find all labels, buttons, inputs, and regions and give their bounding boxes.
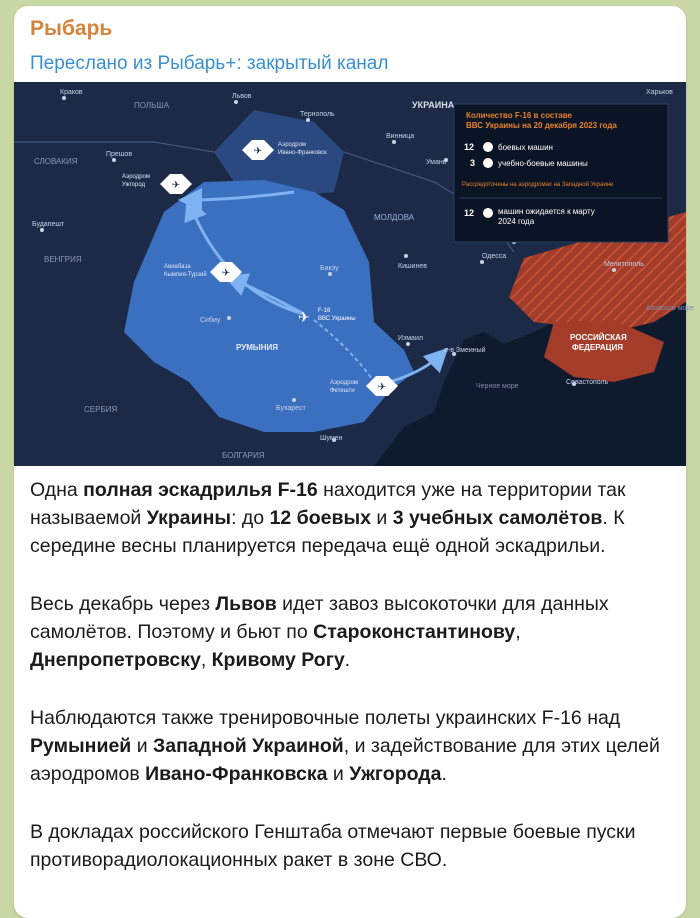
- city-dot: [406, 342, 410, 346]
- bold-run: Ивано-Франковска: [145, 763, 328, 785]
- text-run: .: [344, 649, 351, 671]
- bold-run: 3 учебных самолётов: [392, 507, 603, 529]
- city-melitopol: Мелитополь: [604, 261, 644, 268]
- text-run: Наблюдаются также тренировочные полеты украинских F-16 над: [30, 707, 621, 729]
- country-slovakia: СЛОВАКИЯ: [34, 157, 78, 166]
- info-title-line1: Количество F-16 в составе: [466, 111, 572, 120]
- svg-text:Ивано-Франковск: Ивано-Франковск: [278, 150, 327, 156]
- plane-icon: [483, 158, 493, 168]
- country-ukraine: УКРАИНА: [412, 100, 455, 110]
- text-run: находится уже на территории так называемой: [30, 479, 626, 529]
- bold-run: Украины: [146, 507, 232, 529]
- message-bubble: [14, 6, 695, 918]
- text-run: Весь декабрь через: [30, 593, 216, 615]
- country-poland: ПОЛЬША: [134, 101, 170, 110]
- expected-line1: машин ожидается к марту: [498, 207, 595, 216]
- svg-text:Фетешти: Фетешти: [330, 388, 355, 394]
- country-russia-line2: ФЕДЕРАЦИЯ: [572, 343, 623, 352]
- svg-text:Ужгород: Ужгород: [122, 182, 146, 188]
- text-run: и: [131, 735, 154, 757]
- text-run: и: [327, 763, 350, 785]
- text-run: ,: [200, 649, 212, 671]
- city-uman: Умань: [426, 159, 447, 166]
- text-run: и: [370, 507, 393, 529]
- country-bulgaria: БОЛГАРИЯ: [222, 451, 265, 460]
- message-header: [14, 6, 686, 76]
- text-run: В докладах российского Генштаба отмечают первые боевые пуски противорадиолокационных ракет в зоне СВО.: [30, 821, 636, 871]
- training-count: 3: [470, 158, 476, 168]
- text-run: . К середине весны планируется передача ещё одной эскадрильи.: [30, 507, 625, 557]
- bold-run: Староконстантинову: [313, 621, 516, 643]
- svg-text:Авиабаза: Авиабаза: [164, 264, 191, 270]
- city-ternopil: Тернополь: [300, 111, 335, 118]
- city-dot: [234, 100, 238, 104]
- text-run: Одна: [30, 479, 84, 501]
- text-run: , и задействование для этих целей аэродромов: [30, 735, 660, 785]
- city-krakow: Краков: [60, 89, 83, 96]
- city-bucharest: Бухарест: [276, 405, 306, 412]
- city-sibiu: Сибиу: [200, 317, 221, 324]
- message-text: [30, 476, 674, 904]
- paragraph-1: [30, 476, 674, 560]
- svg-text:Аэродром: Аэродром: [122, 174, 151, 180]
- plane-icon: ✈: [171, 180, 181, 191]
- bold-run: полная эскадрилья F-16: [83, 479, 318, 501]
- plane-icon: [483, 142, 493, 152]
- country-hungary: ВЕНГРИЯ: [44, 255, 82, 264]
- city-odessa: Одесса: [482, 253, 507, 260]
- svg-text:F-16: F-16: [318, 308, 331, 314]
- bold-run: Днепропетровску: [30, 649, 201, 671]
- combat-label: боевых машин: [498, 143, 553, 152]
- city-presov: Прешов: [106, 151, 133, 158]
- forwarded-prefix: Переслано из: [30, 53, 158, 74]
- country-moldova: МОЛДОВА: [374, 213, 415, 222]
- forwarded-source[interactable]: Рыбарь+: закрытый канал: [157, 53, 389, 74]
- plane-icon: ✈: [298, 309, 310, 325]
- plane-icon: ✈: [377, 382, 387, 393]
- info-title-line2: ВВС Украины на 20 декабря 2023 года: [466, 121, 617, 130]
- svg-text:Аэродром: Аэродром: [278, 142, 307, 148]
- city-lviv: Львов: [232, 93, 252, 100]
- city-dot: [392, 140, 396, 144]
- text-run: : до: [231, 507, 270, 529]
- country-romania: РУМЫНИЯ: [236, 343, 278, 352]
- bold-run: Западной Украиной: [153, 735, 344, 757]
- expected-line2: 2024 года: [498, 217, 535, 226]
- city-kishinev: Кишинев: [398, 263, 427, 270]
- text-run: идет завоз высокоточки для данных самолётов. Поэтому и бьют по: [30, 593, 609, 643]
- city-dot: [292, 398, 296, 402]
- paragraph-2: [30, 590, 674, 674]
- city-kharkiv: Харьков: [646, 89, 673, 96]
- city-dot: [404, 254, 408, 258]
- country-russia-line1: РОССИЙСКАЯ: [570, 333, 627, 342]
- text-run: ,: [515, 621, 521, 643]
- map-image[interactable]: [14, 82, 695, 466]
- city-dot: [612, 268, 616, 272]
- expected-count: 12: [464, 208, 475, 218]
- sea-black: Черное море: [476, 383, 519, 390]
- city-bacau: Бакэу: [320, 265, 339, 272]
- city-izmail: Измаил: [398, 335, 423, 342]
- city-dot: [112, 158, 116, 162]
- city-dot: [62, 96, 66, 100]
- city-vinnytsia: Винница: [386, 133, 415, 140]
- svg-text:ВВС Украины: ВВС Украины: [318, 316, 356, 322]
- city-budapest: Будапешт: [32, 221, 65, 228]
- training-label: учебно-боевые машины: [498, 159, 588, 168]
- plane-icon: ✈: [221, 268, 231, 279]
- forwarded-from[interactable]: [30, 50, 670, 78]
- city-shumen: Шумен: [320, 435, 343, 442]
- sea-azov: Азовское море: [646, 305, 695, 312]
- paragraph-3: [30, 704, 674, 788]
- city-dot: [328, 272, 332, 276]
- map-svg: [14, 82, 695, 466]
- city-zmeiny: о-в Змеиный: [444, 347, 486, 354]
- bold-run: Румынией: [30, 735, 132, 757]
- svg-text:Аэродром: Аэродром: [330, 380, 359, 386]
- plane-icon: [483, 208, 493, 218]
- plane-icon: ✈: [253, 146, 263, 157]
- bold-run: 12 боевых: [269, 507, 371, 529]
- deployed-note: Рассредоточены на аэродромах на Западной Украине: [462, 182, 614, 188]
- city-dot: [227, 316, 231, 320]
- city-dot: [40, 228, 44, 232]
- city-dot: [306, 118, 310, 122]
- bold-run: Львов: [215, 593, 277, 615]
- combat-count: 12: [464, 142, 475, 152]
- bold-run: Кривому Рогу: [211, 649, 345, 671]
- bold-run: Ужгорода: [349, 763, 442, 785]
- city-sevastopol: Севастополь: [566, 379, 609, 386]
- paragraph-4: [30, 818, 674, 874]
- city-dot: [480, 260, 484, 264]
- text-run: .: [441, 763, 447, 785]
- svg-text:Кымпия-Турзий: Кымпия-Турзий: [164, 272, 207, 278]
- country-serbia: СЕРБИЯ: [84, 405, 118, 414]
- channel-name[interactable]: Рыбарь: [30, 17, 113, 40]
- info-box: [454, 104, 668, 242]
